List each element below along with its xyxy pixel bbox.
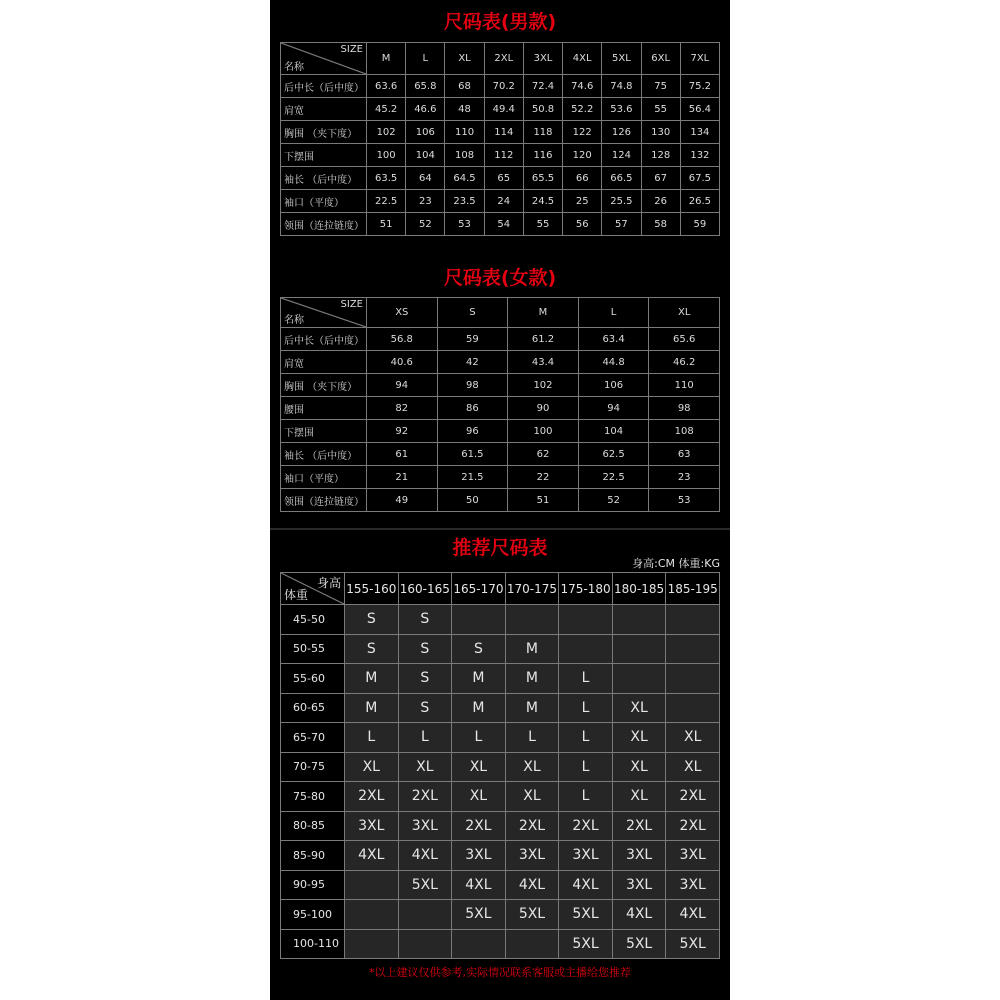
measurement-value: 94 <box>367 374 438 397</box>
measurement-value: 52.2 <box>563 98 602 121</box>
measurement-value: 55 <box>523 213 562 236</box>
recommended-size: L <box>345 723 399 753</box>
recommended-size: S <box>398 664 452 694</box>
recommended-size: L <box>505 723 559 753</box>
women-size-title: 尺码表(女款) <box>443 267 557 289</box>
measurement-value: 75.2 <box>680 75 719 98</box>
recommended-size: 3XL <box>452 841 506 871</box>
measurement-value: 26.5 <box>680 190 719 213</box>
weight-range-label: 65-70 <box>281 723 345 753</box>
measurement-value: 49.4 <box>484 98 523 121</box>
measurement-value: 86 <box>437 397 508 420</box>
size-header-3xl: 3XL <box>523 43 562 75</box>
measurement-value: 50 <box>437 489 508 512</box>
measurement-value: 43.4 <box>508 351 579 374</box>
recommended-size: 3XL <box>612 841 666 871</box>
measurement-value: 53 <box>445 213 484 236</box>
measurement-value: 104 <box>578 420 649 443</box>
men-table-corner <box>281 43 367 75</box>
measurement-value: 108 <box>649 420 720 443</box>
measurement-value: 110 <box>445 121 484 144</box>
measurement-value: 110 <box>649 374 720 397</box>
measurement-value: 26 <box>641 190 680 213</box>
measurement-value: 90 <box>508 397 579 420</box>
recommended-size <box>505 605 559 635</box>
measurement-value: 50.8 <box>523 98 562 121</box>
measurement-value: 53 <box>649 489 720 512</box>
measurement-value: 56 <box>563 213 602 236</box>
recommended-size: 4XL <box>612 900 666 930</box>
weight-range-label: 75-80 <box>281 782 345 812</box>
measurement-value: 100 <box>367 144 406 167</box>
measurement-name: 胸围 （夹下度） <box>281 374 367 397</box>
measurement-value: 63.6 <box>367 75 406 98</box>
height-range-header: 170-175 <box>505 573 559 605</box>
recommended-size: XL <box>612 752 666 782</box>
measurement-value: 104 <box>406 144 445 167</box>
measurement-value: 92 <box>367 420 438 443</box>
measurement-value: 64 <box>406 167 445 190</box>
measurement-value: 82 <box>367 397 438 420</box>
table-row <box>281 167 720 190</box>
recommended-size: S <box>345 605 399 635</box>
recommended-size: S <box>398 605 452 635</box>
recommended-size <box>452 929 506 959</box>
measurement-value: 126 <box>602 121 641 144</box>
measurement-value: 23.5 <box>445 190 484 213</box>
measurement-value: 65.5 <box>523 167 562 190</box>
recommended-size <box>612 605 666 635</box>
recommended-size: 3XL <box>559 841 613 871</box>
size-header-label: SIZE <box>340 44 363 55</box>
measurement-value: 130 <box>641 121 680 144</box>
recommended-size: M <box>452 664 506 694</box>
size-header-2xl: 2XL <box>484 43 523 75</box>
recommended-size: 3XL <box>505 841 559 871</box>
size-header-xl: XL <box>445 43 484 75</box>
recommended-size: L <box>452 723 506 753</box>
height-range-header: 175-180 <box>559 573 613 605</box>
measurement-name: 腰围 <box>281 397 367 420</box>
weight-range-label: 60-65 <box>281 693 345 723</box>
measurement-value: 75 <box>641 75 680 98</box>
size-header-7xl: 7XL <box>680 43 719 75</box>
recommended-size <box>666 634 720 664</box>
recommended-size: L <box>559 693 613 723</box>
recommended-size <box>345 870 399 900</box>
measurement-value: 98 <box>649 397 720 420</box>
measurement-value: 72.4 <box>523 75 562 98</box>
measurement-value: 116 <box>523 144 562 167</box>
measurement-value: 56.4 <box>680 98 719 121</box>
measurement-name: 下摆围 <box>281 144 367 167</box>
height-range-header: 180-185 <box>612 573 666 605</box>
measurement-name: 下摆围 <box>281 420 367 443</box>
measurement-value: 118 <box>523 121 562 144</box>
measurement-value: 67 <box>641 167 680 190</box>
recommended-size: XL <box>345 752 399 782</box>
table-row <box>281 75 720 98</box>
measurement-value: 53.6 <box>602 98 641 121</box>
recommended-size: XL <box>666 723 720 753</box>
table-row <box>281 144 720 167</box>
measurement-name: 后中长（后中度） <box>281 328 367 351</box>
recommended-size <box>452 605 506 635</box>
table-row <box>281 443 720 466</box>
weight-range-label: 70-75 <box>281 752 345 782</box>
recommended-size <box>666 605 720 635</box>
recommended-size: 4XL <box>559 870 613 900</box>
height-range-header: 155-160 <box>345 573 399 605</box>
recommended-size: XL <box>505 752 559 782</box>
measurement-value: 70.2 <box>484 75 523 98</box>
table-row <box>281 351 720 374</box>
table-row <box>281 328 720 351</box>
recommended-size: S <box>398 634 452 664</box>
name-header-label: 名称 <box>284 62 304 73</box>
recommended-size: S <box>452 634 506 664</box>
measurement-value: 108 <box>445 144 484 167</box>
weight-range-label: 95-100 <box>281 900 345 930</box>
recommended-size: 2XL <box>452 811 506 841</box>
recommended-size: 5XL <box>666 929 720 959</box>
size-header-4xl: 4XL <box>563 43 602 75</box>
recommended-size <box>345 900 399 930</box>
height-range-header: 165-170 <box>452 573 506 605</box>
measurement-value: 51 <box>367 213 406 236</box>
recommended-size <box>345 929 399 959</box>
measurement-value: 112 <box>484 144 523 167</box>
recommended-size: XL <box>612 723 666 753</box>
recommended-size: 5XL <box>559 929 613 959</box>
table-row <box>281 870 720 900</box>
recommended-size: XL <box>612 693 666 723</box>
weight-range-label: 90-95 <box>281 870 345 900</box>
measurement-value: 52 <box>406 213 445 236</box>
recommended-size: 5XL <box>612 929 666 959</box>
measurement-value: 46.2 <box>649 351 720 374</box>
measurement-value: 61.2 <box>508 328 579 351</box>
measurement-value: 63.4 <box>578 328 649 351</box>
weight-range-label: 80-85 <box>281 811 345 841</box>
measurement-value: 42 <box>437 351 508 374</box>
measurement-value: 74.6 <box>563 75 602 98</box>
size-header-l: L <box>406 43 445 75</box>
section-divider <box>270 528 730 530</box>
recommended-size <box>612 664 666 694</box>
measurement-value: 106 <box>578 374 649 397</box>
measurement-value: 59 <box>437 328 508 351</box>
measurement-name: 袖口（平度） <box>281 466 367 489</box>
table-row <box>281 723 720 753</box>
units-label: 身高:CM 体重:KG <box>632 557 720 570</box>
measurement-value: 61 <box>367 443 438 466</box>
measurement-value: 65 <box>484 167 523 190</box>
measurement-name: 肩宽 <box>281 351 367 374</box>
recommended-size: 5XL <box>398 870 452 900</box>
size-header-m: M <box>367 43 406 75</box>
rec-table-corner <box>281 573 345 605</box>
measurement-value: 22.5 <box>367 190 406 213</box>
table-row <box>281 782 720 812</box>
measurement-value: 23 <box>406 190 445 213</box>
recommended-size: 2XL <box>559 811 613 841</box>
measurement-value: 54 <box>484 213 523 236</box>
recommended-size: 2XL <box>612 811 666 841</box>
recommended-size: 4XL <box>452 870 506 900</box>
measurement-value: 21.5 <box>437 466 508 489</box>
height-header-label: 身高 <box>316 576 341 590</box>
recommended-size: 4XL <box>666 900 720 930</box>
recommended-size <box>666 664 720 694</box>
recommended-size <box>559 605 613 635</box>
table-row <box>281 900 720 930</box>
measurement-value: 63.5 <box>367 167 406 190</box>
recommended-size: M <box>345 664 399 694</box>
measurement-value: 62.5 <box>578 443 649 466</box>
measurement-value: 65.8 <box>406 75 445 98</box>
size-header-label: SIZE <box>340 299 363 310</box>
measurement-name: 后中长（后中度） <box>281 75 367 98</box>
measurement-value: 49 <box>367 489 438 512</box>
measurement-value: 45.2 <box>367 98 406 121</box>
measurement-value: 66 <box>563 167 602 190</box>
table-row <box>281 489 720 512</box>
recommended-size: 3XL <box>612 870 666 900</box>
height-range-header: 160-165 <box>398 573 452 605</box>
recommended-size <box>398 929 452 959</box>
measurement-value: 122 <box>563 121 602 144</box>
measurement-value: 24.5 <box>523 190 562 213</box>
measurement-value: 46.6 <box>406 98 445 121</box>
recommended-size: L <box>559 782 613 812</box>
measurement-name: 袖长 （后中度） <box>281 443 367 466</box>
recommended-size: L <box>398 723 452 753</box>
recommend-size-table <box>280 572 720 959</box>
measurement-value: 52 <box>578 489 649 512</box>
recommended-size: M <box>505 693 559 723</box>
table-row <box>281 213 720 236</box>
recommended-size: 2XL <box>345 782 399 812</box>
recommended-size: S <box>398 693 452 723</box>
recommended-size: XL <box>505 782 559 812</box>
measurement-value: 58 <box>641 213 680 236</box>
measurement-value: 64.5 <box>445 167 484 190</box>
recommended-size: XL <box>612 782 666 812</box>
recommended-size: 5XL <box>452 900 506 930</box>
weight-header-label: 体重 <box>284 588 309 602</box>
recommended-size: L <box>559 664 613 694</box>
size-chart-sheet <box>270 0 730 1000</box>
recommended-size: M <box>505 664 559 694</box>
women-table-corner <box>281 298 367 328</box>
measurement-value: 106 <box>406 121 445 144</box>
recommended-size: 3XL <box>345 811 399 841</box>
measurement-value: 22.5 <box>578 466 649 489</box>
recommended-size: 2XL <box>666 782 720 812</box>
measurement-value: 61.5 <box>437 443 508 466</box>
measurement-value: 63 <box>649 443 720 466</box>
recommended-size: 2XL <box>398 782 452 812</box>
recommended-size: 2XL <box>505 811 559 841</box>
recommended-size: 5XL <box>559 900 613 930</box>
height-range-header: 185-195 <box>666 573 720 605</box>
weight-range-label: 55-60 <box>281 664 345 694</box>
recommended-size: XL <box>666 752 720 782</box>
recommended-size: 4XL <box>505 870 559 900</box>
recommended-size <box>612 634 666 664</box>
measurement-value: 102 <box>367 121 406 144</box>
size-header-5xl: 5XL <box>602 43 641 75</box>
measurement-value: 74.8 <box>602 75 641 98</box>
weight-range-label: 50-55 <box>281 634 345 664</box>
measurement-name: 肩宽 <box>281 98 367 121</box>
table-row <box>281 98 720 121</box>
recommended-size: M <box>452 693 506 723</box>
recommended-size: M <box>505 634 559 664</box>
table-row <box>281 664 720 694</box>
measurement-value: 23 <box>649 466 720 489</box>
measurement-value: 40.6 <box>367 351 438 374</box>
measurement-value: 62 <box>508 443 579 466</box>
recommended-size: L <box>559 752 613 782</box>
table-row <box>281 811 720 841</box>
measurement-value: 24 <box>484 190 523 213</box>
measurement-value: 134 <box>680 121 719 144</box>
measurement-name: 袖口（平度） <box>281 190 367 213</box>
table-row <box>281 605 720 635</box>
measurement-value: 59 <box>680 213 719 236</box>
measurement-value: 25.5 <box>602 190 641 213</box>
measurement-value: 100 <box>508 420 579 443</box>
name-header-label: 名称 <box>284 315 304 326</box>
measurement-value: 57 <box>602 213 641 236</box>
recommended-size <box>505 929 559 959</box>
measurement-value: 120 <box>563 144 602 167</box>
table-row <box>281 466 720 489</box>
weight-range-label: 45-50 <box>281 605 345 635</box>
table-row <box>281 374 720 397</box>
women-size-table <box>280 297 720 512</box>
measurement-name: 胸围 （夹下度） <box>281 121 367 144</box>
recommended-size <box>398 900 452 930</box>
measurement-name: 领围（连拉链度） <box>281 213 367 236</box>
measurement-value: 65.6 <box>649 328 720 351</box>
measurement-value: 96 <box>437 420 508 443</box>
measurement-value: 56.8 <box>367 328 438 351</box>
measurement-value: 51 <box>508 489 579 512</box>
table-row <box>281 752 720 782</box>
recommended-size: 3XL <box>666 870 720 900</box>
table-row <box>281 929 720 959</box>
size-header-xl: XL <box>649 298 720 328</box>
recommended-size: S <box>345 634 399 664</box>
size-header-xs: XS <box>367 298 438 328</box>
table-row <box>281 634 720 664</box>
table-row <box>281 420 720 443</box>
measurement-value: 98 <box>437 374 508 397</box>
recommended-size: 3XL <box>398 811 452 841</box>
table-row <box>281 190 720 213</box>
recommended-size: 4XL <box>398 841 452 871</box>
men-size-title: 尺码表(男款) <box>443 11 557 33</box>
measurement-name: 领围（连拉链度） <box>281 489 367 512</box>
measurement-value: 132 <box>680 144 719 167</box>
measurement-value: 102 <box>508 374 579 397</box>
table-row <box>281 397 720 420</box>
recommend-note: *以上建议仅供参考,实际情况联系客服或主播给您推荐 <box>369 966 631 979</box>
recommended-size: XL <box>398 752 452 782</box>
measurement-value: 21 <box>367 466 438 489</box>
recommended-size <box>559 634 613 664</box>
size-header-l: L <box>578 298 649 328</box>
measurement-value: 66.5 <box>602 167 641 190</box>
men-size-table <box>280 42 720 236</box>
size-header-6xl: 6XL <box>641 43 680 75</box>
measurement-value: 48 <box>445 98 484 121</box>
recommended-size <box>666 693 720 723</box>
measurement-name: 袖长 （后中度） <box>281 167 367 190</box>
recommended-size: 5XL <box>505 900 559 930</box>
recommended-size: L <box>559 723 613 753</box>
measurement-value: 25 <box>563 190 602 213</box>
measurement-value: 124 <box>602 144 641 167</box>
size-header-s: S <box>437 298 508 328</box>
measurement-value: 114 <box>484 121 523 144</box>
recommended-size: 4XL <box>345 841 399 871</box>
measurement-value: 44.8 <box>578 351 649 374</box>
recommended-size: M <box>345 693 399 723</box>
measurement-value: 67.5 <box>680 167 719 190</box>
measurement-value: 94 <box>578 397 649 420</box>
table-row <box>281 121 720 144</box>
recommend-size-title: 推荐尺码表 <box>452 537 548 559</box>
measurement-value: 128 <box>641 144 680 167</box>
recommended-size: XL <box>452 782 506 812</box>
recommended-size: 3XL <box>666 841 720 871</box>
weight-range-label: 100-110 <box>281 929 345 959</box>
measurement-value: 68 <box>445 75 484 98</box>
recommended-size: 2XL <box>666 811 720 841</box>
weight-range-label: 85-90 <box>281 841 345 871</box>
table-row <box>281 841 720 871</box>
recommended-size: XL <box>452 752 506 782</box>
table-row <box>281 693 720 723</box>
size-header-m: M <box>508 298 579 328</box>
measurement-value: 55 <box>641 98 680 121</box>
measurement-value: 22 <box>508 466 579 489</box>
